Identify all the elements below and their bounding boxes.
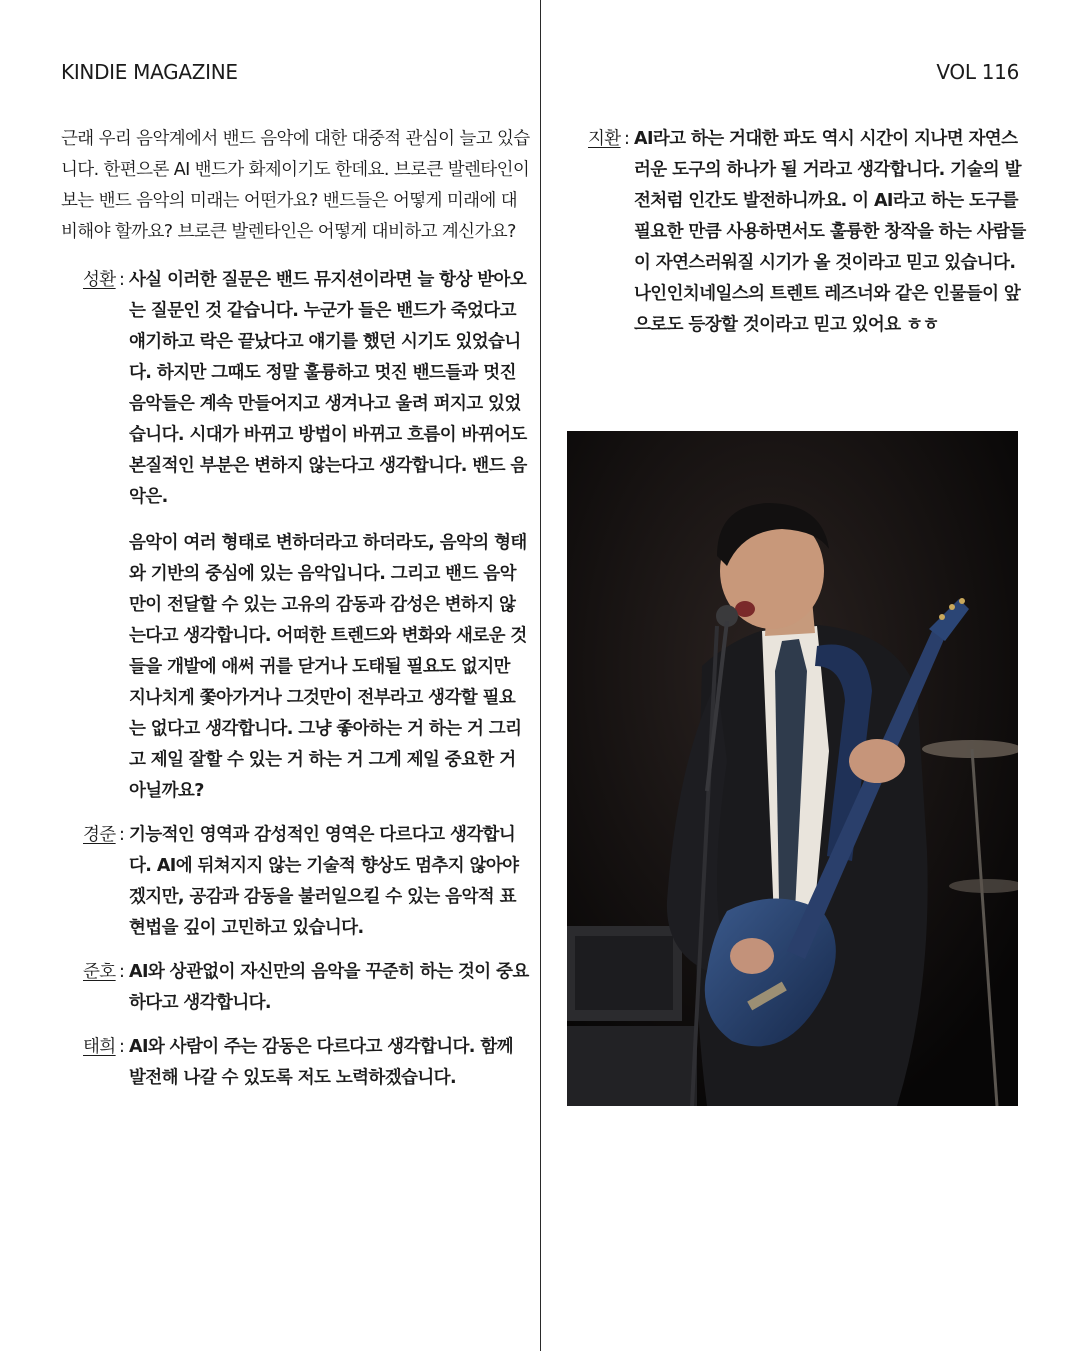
interview-question: 근래 우리 음악계에서 밴드 음악에 대한 대중적 관심이 늘고 있습니다. 한편으론 AI 밴드가 화제이기도 한데요. 브로큰 발렌타인이 보는 밴드 음악의 미래는 어떤가요? 밴드들은 어떻게 미래에 대비해야 할까요? 브로큰 발렌타인은 어떻게 대비하고 계신가요? [61,129,530,242]
speaker-colon: : [119,1037,125,1057]
plucking-hand [730,938,774,974]
answer-junho [83,957,531,1019]
fretting-hand [849,739,905,783]
answer-paragraph: 사실 이러한 질문은 밴드 뮤지션이라면 늘 항상 받아오는 질문인 것 같습니다. 누군가 들은 밴드가 죽었다고 얘기하고 락은 끝났다고 얘기를 했던 시기도 있었습니다. 하지만 그때도 정말 훌륭하고 멋진 밴드들과 멋진 음악들은 계속 만들어지고 생겨나고 울려 퍼지고 있었습니다. 시대가 바뀌고 방법이 바뀌고 흐름이 바뀌어도 본질적인 부분은 변하지 않는다고 생각합니다. 밴드 음악은. [129,270,527,507]
left-column [61,124,531,1107]
speaker-label: 준호 [83,962,116,982]
cymbal [922,740,1018,758]
answer-paragraph: AI와 사람이 주는 감동은 다르다고 생각합니다. 함께 발전해 나갈 수 있도록 저도 노력하겠습니다. [129,1037,513,1088]
speaker-colon: : [119,962,125,982]
tuning-peg [939,614,945,620]
speaker-label: 성환 [83,270,116,290]
speaker-label: 지환 [588,129,621,149]
column-divider [540,0,541,1351]
amplifier-lower [567,1026,697,1106]
amplifier-grille [575,936,673,1010]
speaker-colon: : [624,129,630,149]
answer-taehee [83,1032,531,1094]
answer-paragraph: 음악이 여러 형태로 변하더라고 하더라도, 음악의 형태와 기반의 중심에 있는 음악입니다. 그리고 밴드 음악 만이 전달할 수 있는 고유의 감동과 감성은 변하지 않는다고 생각합니다. 어떠한 트렌드와 변화와 새로운 것들을 개발에 애써 귀를 닫거나 도태될 필요도 없지만 지나치게 쫓아가거나 그것만이 전부라고 생각할 필요는 없다고 생각합니다. 그냥 좋아하는 거 하는 거 그리고 제일 잘할 수 있는 거 하는 거 그게 제일 중요한 거 아닐까요? [129,533,527,801]
answer-paragraph: 기능적인 영역과 감성적인 영역은 다르다고 생각합니다. AI에 뒤쳐지지 않는 기술적 향상도 멈추지 않아야겠지만, 공감과 감동을 불러일으킬 수 있는 음악적 표현법을 깊이 고민하고 있습니다. [129,825,519,938]
magazine-title: KINDIE MAGAZINE [61,60,238,84]
speaker-colon: : [119,825,125,845]
volume-number: VOL 116 [936,60,1019,84]
speaker-label: 태희 [83,1037,116,1057]
tuning-peg [949,604,955,610]
open-mouth [735,601,755,617]
answer-gyeongjun [83,820,531,944]
tuning-peg [959,598,965,604]
answer-paragraph: AI라고 하는 거대한 파도 역시 시간이 지나면 자연스러운 도구의 하나가 될 거라고 생각합니다. 기술의 발전처럼 인간도 발전하니까요. 이 AI라고 하는 도구를 필요한 만큼 사용하면서도 훌륭한 창작을 하는 사람들이 자연스러워질 시기가 올 것이라고 믿고 있습니다. 나인인치네일스의 트렌트 레즈너와 같은 인물들이 앞으로도 등장할 것이라고 믿고 있어요 ㅎㅎ [634,129,1026,335]
speaker-label: 경준 [83,825,116,845]
answer-paragraph: AI와 상관없이 자신만의 음악을 꾸준히 하는 것이 중요하다고 생각합니다. [129,962,529,1013]
bassist-performing-illustration [567,431,1018,1106]
answer-jihwan [588,124,1033,341]
answer-seonghwan [83,265,531,807]
right-column [588,124,1033,354]
concert-photo [567,431,1018,1106]
speaker-colon: : [119,270,125,290]
